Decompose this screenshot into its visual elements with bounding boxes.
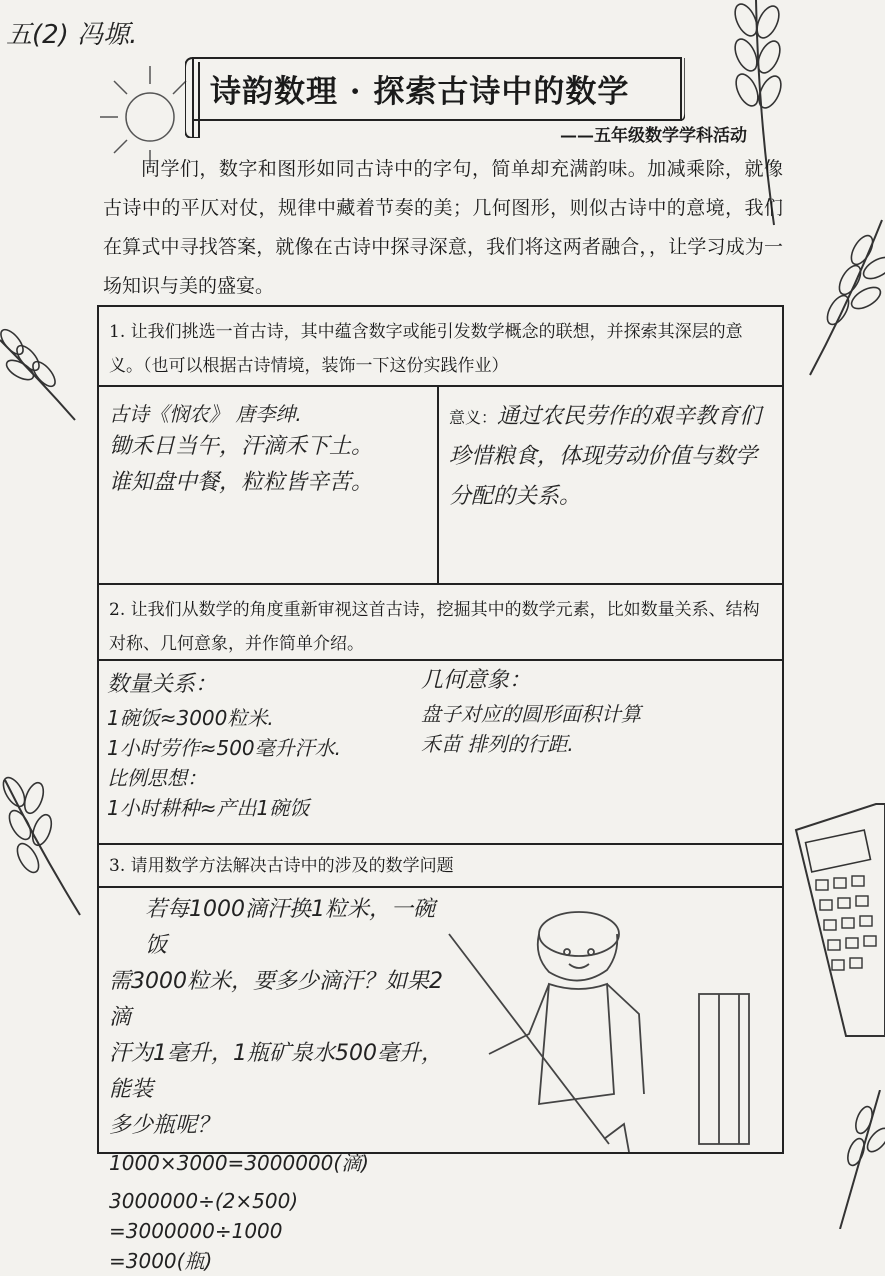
section3-prompt: 3. 请用数学方法解决古诗中的涉及的数学问题	[109, 856, 454, 876]
section1-prompt-box	[97, 305, 784, 387]
meaning-label: 意义：	[449, 408, 498, 427]
poem-line-1: 锄禾日当午，汗滴禾下土。	[109, 434, 374, 459]
poem-title-line: 古诗《悯农》 唐李绅.	[109, 402, 302, 426]
calculator-doodle	[786, 800, 885, 1040]
quantity-line-4: 1小时耕种≈产出1碗饭	[107, 796, 310, 820]
section1-poem-cell	[97, 385, 439, 585]
quantity-heading: 数量关系：	[107, 672, 218, 697]
work-line-1: 1000×3000=3000000(滴)	[109, 1151, 369, 1175]
poem-line-2: 谁知盘中餐，粒粒皆辛苦。	[109, 470, 374, 495]
section1-meaning-cell	[437, 385, 784, 585]
farmer-doodle	[429, 894, 779, 1152]
section3-answer-box	[97, 886, 784, 1273]
work-line-2: 3000000÷(2×500)	[109, 1189, 299, 1213]
quantity-line-1: 1碗饭≈3000粒米.	[107, 706, 274, 730]
section1-prompt: 1. 让我们挑选一首古诗，其中蕴含数字或能引发数学概念的联想，并探索其深层的意义。（也可以根据古诗情境，装饰一下这份实践作业）	[109, 322, 743, 376]
meaning-text: 通过农民劳作的艰辛教育们珍惜粮食，体现劳动价值与数学分配的关系。	[449, 404, 762, 509]
section2-answer-box	[97, 659, 784, 845]
wheat-doodle-left-lower	[0, 770, 95, 920]
page-title: 诗韵数理 · 探索古诗中的数学	[210, 74, 630, 110]
section2-prompt: 2. 让我们从数学的角度重新审视这首古诗，挖掘其中的数学元素，比如数量关系、结构对称、几何意象，并作简单介绍。	[109, 600, 760, 654]
geometry-line-2: 禾苗 排列的行距.	[421, 732, 574, 756]
wheat-doodle-left	[0, 320, 95, 430]
wheat-doodle-bottom-right	[820, 1090, 885, 1229]
problem-line-3: 汗为1毫升，1瓶矿泉水500毫升，能装	[109, 1041, 443, 1102]
student-name: 五(2) 冯塬.	[6, 20, 138, 50]
work-line-3: =3000000÷1000	[109, 1219, 283, 1243]
quantity-line-2: 1小时劳作≈500毫升汗水.	[107, 736, 342, 760]
page-subtitle: ——五年级数学学科活动	[560, 126, 747, 146]
intro-paragraph: 同学们，数字和图形如同古诗中的字句，简单却充满韵味。加减乘除，就像古诗中的平仄对仗，规律中藏着节奏的美；几何图形，则似古诗中的意境，我们在算式中寻找答案，就像在古诗中探寻深意，我们将这两者融合，，让学习成为一场知识与美的盛宴。	[103, 158, 783, 297]
geometry-line-1: 盘子对应的圆形面积计算	[421, 702, 641, 726]
problem-line-4: 多少瓶呢？	[109, 1113, 220, 1138]
section3-prompt-box	[97, 843, 784, 888]
quantity-line-3: 比例思想：	[107, 766, 207, 790]
problem-line-2: 需3000粒米，要多少滴汗？如果2滴	[109, 969, 443, 1030]
section2-prompt-box	[97, 583, 784, 661]
work-line-4: =3000(瓶)	[109, 1249, 213, 1273]
problem-line-1: 若每1000滴汗换1粒米，一碗饭	[145, 897, 435, 958]
wheat-doodle-right	[790, 210, 885, 380]
geometry-heading: 几何意象：	[421, 668, 532, 693]
